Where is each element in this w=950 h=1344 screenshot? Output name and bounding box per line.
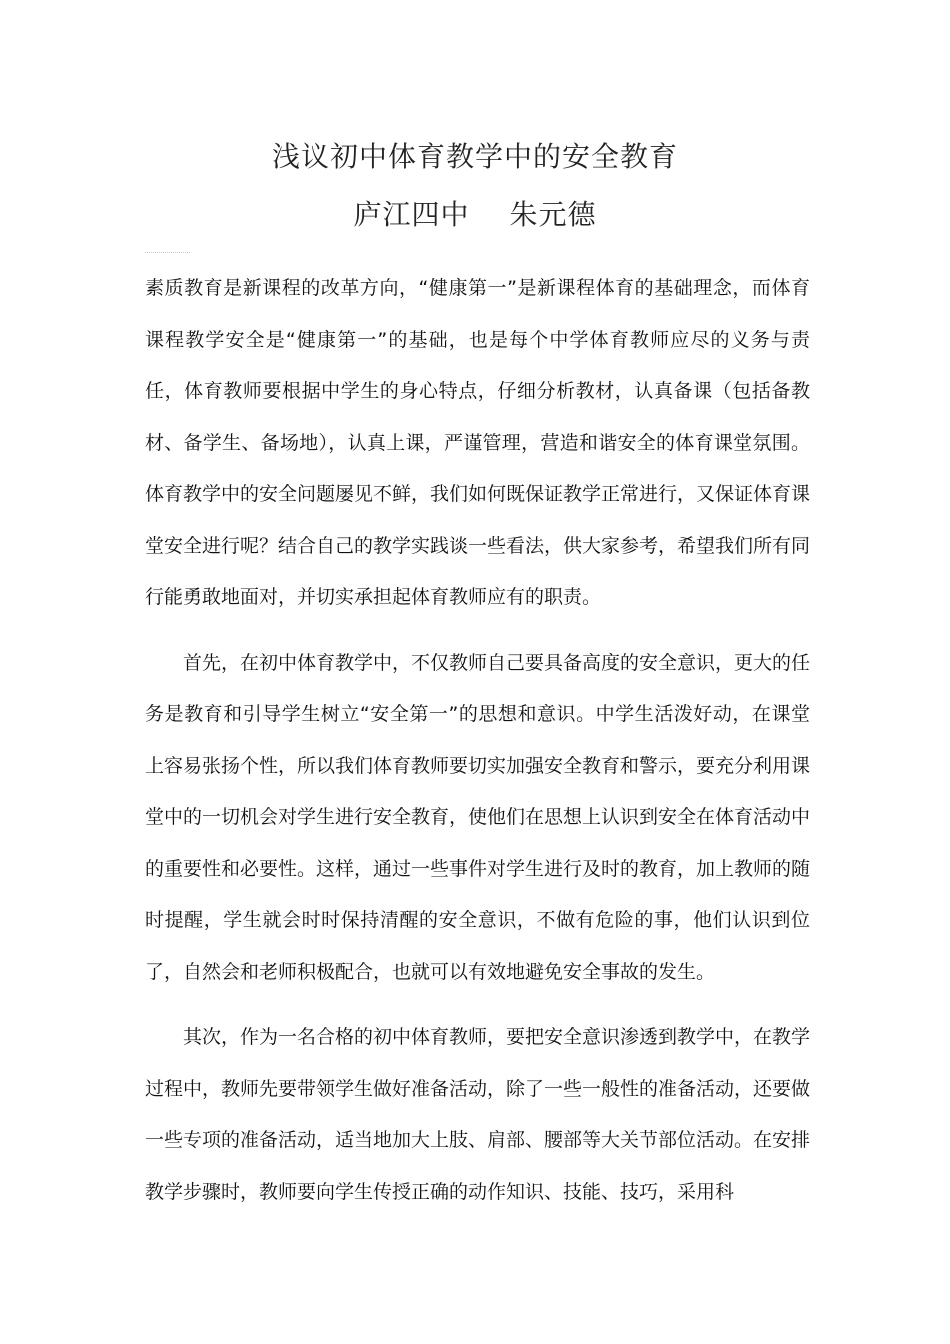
paragraph-3: 其次，作为一名合格的初中体育教师，要把安全意识渗透到教学中，在教学过程中，教师先要带领学生做好准备活动，除了一些一般性的准备活动，还要做一些专项的准备活动，适当地加大上肢、肩部、腰部等大关节部位活动。在安排教学步骤时，教师要向学生传授正确的动作知识、技能、技巧，采用科 bbox=[145, 1026, 811, 1203]
author-school: 庐江四中 bbox=[353, 198, 470, 231]
faint-divider bbox=[145, 252, 190, 253]
document-body bbox=[145, 263, 810, 1218]
paragraph-2: 首先，在初中体育教学中，不仅教师自己要具备高度的安全意识，更大的任务是教育和引导学生树立“安全第一”的思想和意识。中学生活泼好动，在课堂上容易张扬个性，所以我们体育教师要切实加强安全教育和警示，要充分利用课堂中的一切机会对学生进行安全教育，使他们在思想上认识到安全在体育活动中的重要性和必要性。这样，通过一些事件对学生进行及时的教育，加上教师的随时提醒，学生就会时时保持清醒的安全意识，不做有危险的事，他们认识到位了，自然会和老师积极配合，也就可以有效地避免安全事故的发生。 bbox=[145, 651, 811, 983]
document-title: 浅议初中体育教学中的安全教育 bbox=[271, 140, 678, 173]
author-name: 朱元德 bbox=[509, 198, 597, 231]
author-line bbox=[0, 193, 950, 237]
paragraph-1: 素质教育是新课程的改革方向，“健康第一”是新课程体育的基础理念，而体育课程教学安全是“健康第一”的基础，也是每个中学体育教师应尽的义务与责任，体育教师要根据中学生的身心特点，仔细分析教材，认真备课（包括备教材、备学生、备场地），认真上课，严谨管理，营造和谐安全的体育课堂氛围。体育教学中的安全问题屡见不鲜，我们如何既保证教学正常进行，又保证体育课堂安全进行呢？结合自己的教学实践谈一些看法，供大家参考，希望我们所有同行能勇敢地面对，并切实承担起体育教师应有的职责。 bbox=[145, 277, 811, 608]
